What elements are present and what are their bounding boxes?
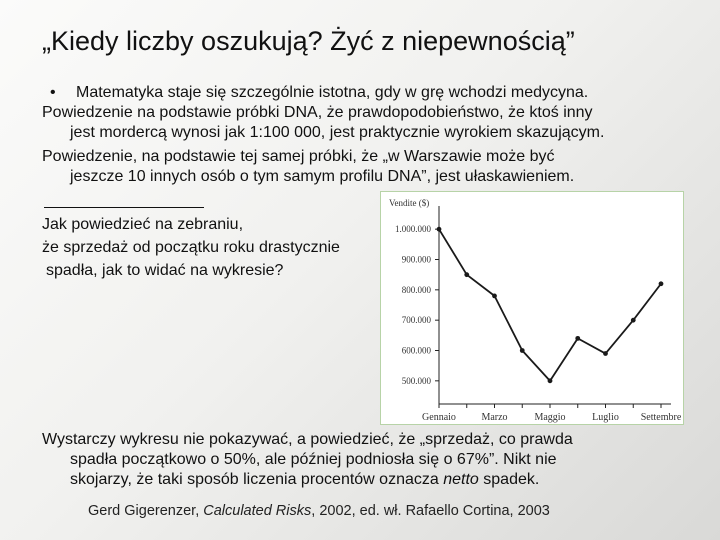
paragraph-dna-conviction (42, 103, 712, 143)
question-line: spadła, jak to widać na wykresie? (46, 262, 284, 279)
y-tick-label: 500.000 (401, 375, 431, 386)
sales-data-point (464, 272, 469, 277)
paragraph-medicine (42, 83, 712, 103)
answer-block (42, 430, 712, 490)
answer-text: spadek. (483, 471, 540, 488)
x-tick-label: Maggio (534, 412, 566, 423)
answer-text: skojarzy, że taki sposób liczenia procentów oznacza (70, 471, 439, 488)
sales-chart-svg (381, 192, 683, 424)
y-axis-label: Vendite ($) (389, 198, 430, 208)
sales-data-point (437, 227, 442, 232)
x-tick-label: Marzo (481, 412, 508, 423)
paragraph-dna-acquittal (42, 147, 712, 187)
slide-title: „Kiedy liczby oszukują? Żyć z niepewnością” (42, 26, 575, 56)
question-line: Jak powiedzieć na zebraniu, (42, 216, 244, 233)
paragraph-line: jest mordercą wynosi jak 1:100 000, jest praktycznie wyrokiem skazującym. (70, 124, 605, 141)
citation (88, 503, 550, 519)
separator-line (44, 207, 204, 208)
sales-data-point (659, 281, 664, 286)
y-tick-label: 900.000 (401, 254, 431, 265)
sales-series-line (439, 229, 661, 381)
x-tick-label: Luglio (592, 412, 619, 423)
x-tick-label: Settembre (640, 412, 682, 423)
sales-data-point (631, 318, 636, 323)
answer-emphasis: netto (443, 471, 479, 488)
y-tick-label: 700.000 (401, 315, 431, 326)
sales-data-point (548, 378, 553, 383)
y-tick-label: 800.000 (401, 284, 431, 295)
sales-data-point (603, 351, 608, 356)
y-tick-label: 600.000 (401, 345, 431, 356)
paragraph-medicine-text: Matematyka staje się szczególnie istotna, gdy w grę wchodzi medycyna. (76, 84, 589, 101)
citation-book: Calculated Risks (203, 503, 312, 519)
question-block (42, 213, 340, 282)
x-tick-label: Gennaio (422, 412, 456, 423)
sales-data-point (520, 348, 525, 353)
paragraph-line: jeszcze 10 innych osób o tym samym profilu DNA”, jest ułaskawieniem. (70, 168, 575, 185)
sales-chart (380, 191, 684, 425)
citation-author: Gerd Gigerenzer, (88, 503, 200, 519)
sales-data-point (575, 336, 580, 341)
citation-rest: , 2002, ed. wł. Rafaello Cortina, 2003 (311, 503, 550, 519)
answer-line (42, 470, 712, 490)
sales-data-point (492, 294, 497, 299)
y-tick-label: 1.000.000 (395, 224, 431, 235)
paragraph-line: Powiedzenie na podstawie próbki DNA, że prawdopodobieństwo, że ktoś inny (42, 104, 593, 121)
paragraph-line: Powiedzenie, na podstawie tej samej próbki, że „w Warszawie może być (42, 148, 555, 165)
answer-line: spadła początkowo o 50%, ale później podniosła się o 67%”. Nikt nie (70, 451, 557, 468)
answer-line: Wystarczy wykresu nie pokazywać, a powiedzieć, że „sprzedaż, co prawda (42, 431, 573, 448)
bullet-marker: • (50, 84, 56, 101)
question-line: że sprzedaż od początku roku drastycznie (42, 239, 340, 256)
